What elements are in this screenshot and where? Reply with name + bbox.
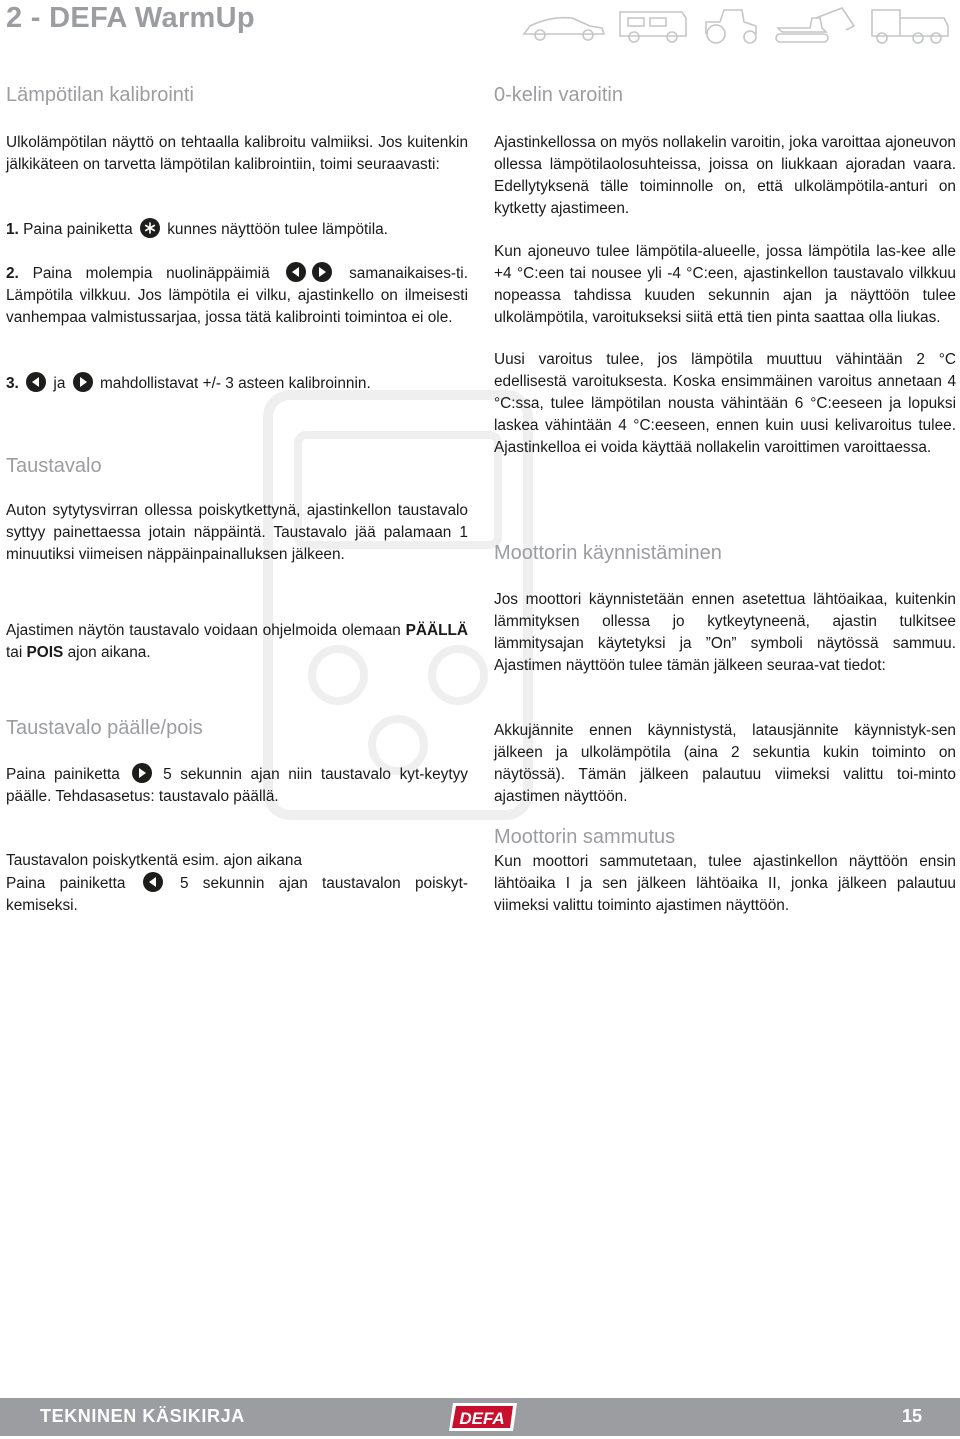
- left-arrow-button-icon: [143, 872, 163, 892]
- calibration-step-2: 2. Paina molempia nuolinäppäimiä samanaikaises-ti. Lämpötila vilkkuu. Jos lämpötila ei vilku, ajastinkello on ilmeisesti vanhempaa valmistussarjaa, jossa tätä kalibrointi toimintoa ei ole.: [6, 262, 468, 329]
- excavator-icon: [776, 8, 854, 42]
- engine-stop-paragraph: Kun moottori sammutetaan, tulee ajastinkellon näyttöön ensin lähtöaika I ja sen jälkeen lähtöaika II, jonka jälkeen palautuu viimeksi valittu toiminto ajastimen näyttöön.: [494, 853, 956, 914]
- star-button-icon: [140, 218, 160, 238]
- motorhome-icon: [620, 12, 686, 42]
- engine-start-heading: Moottorin käynnistäminen: [494, 542, 722, 564]
- vehicle-icons: [520, 4, 952, 46]
- calibration-step-1: 1. Paina painiketta kunnes näyttöön tulee lämpötila.: [6, 218, 468, 241]
- backlight-off-line: Taustavalon poiskytkentä esim. ajon aikana: [6, 852, 303, 869]
- car-icon: [524, 18, 604, 40]
- frost-warning-paragraph-3: Uusi varoitus tulee, jos lämpötila muuttuu vähintään 2 °C edellisestä varoituksesta. Koska ensimmäinen varoitus annetaan 4 °C:ssa, tulee lämpötilan nousta vähintään 6 °C:eeseen ja lopuksi laskea vähintään 4 °C:eeseen, ennen kuin uusi kelivaroitus tulee. Ajastinkelloa ei voida käyttää nollakelin varoittimen varoittaessa.: [494, 351, 956, 456]
- defa-logo: [447, 1401, 519, 1433]
- left-arrow-button-icon: [26, 372, 46, 392]
- frost-warning-heading: 0-kelin varoitin: [494, 84, 623, 106]
- calibration-heading: Lämpötilan kalibrointi: [6, 84, 194, 106]
- page-title: 2 - DEFA WarmUp: [6, 2, 255, 34]
- backlight-heading: Taustavalo: [6, 455, 102, 477]
- backlight-paragraph: Auton sytytysvirran ollessa poiskytkettynä, ajastinkellon taustavalo syttyy painettaessa jotain näppäintä. Taustavalo jää palamaan 1 minuutiksi viimeisen näppäinpainalluksen jälkeen.: [6, 502, 468, 563]
- frost-warning-paragraph-2: Kun ajoneuvo tulee lämpötila-alueelle, jossa lämpötila las-kee alle +4 °C:een tai nousee yli -4 °C:een, ajastinkellon taustavalo vilkkuu nopeassa tahdissa kuuden sekunnin ajan ja näyttöön tulee ulkolämpötila, varoitukseksi siitä että tien pinta saattaa olla liukas.: [494, 243, 956, 326]
- page-header: [0, 0, 960, 48]
- backlight-off-paragraph: Paina painiketta 5 sekunnin ajan taustavalon poiskyt-kemiseksi.: [6, 872, 468, 917]
- engine-start-paragraph-1: Jos moottori käynnistetään ennen asetettua lähtöaikaa, kuitenkin lämmityksen ollessa jo kytkeytyneenä, ajastin tulkitsee lämmitysajan käytetyksi ja ”On” symboli näytössä sammuu. Ajastimen näyttöön tulee tämän jälkeen seuraa-vat tiedot:: [494, 591, 956, 674]
- backlight-on-paragraph: Paina painiketta 5 sekunnin ajan niin taustavalo kyt-keytyy päälle. Tehdasasetus: taustavalo päällä.: [6, 763, 468, 808]
- right-arrow-button-icon: [73, 372, 93, 392]
- tractor-icon: [706, 10, 756, 43]
- logo-text: DEFA: [459, 1409, 505, 1428]
- backlight-onoff-heading: Taustavalo päälle/pois: [6, 717, 203, 739]
- page-number: 15: [901, 1406, 922, 1426]
- engine-stop-heading: Moottorin sammutus: [494, 826, 676, 848]
- frost-warning-paragraph-1: Ajastinkellossa on myös nollakelin varoitin, joka varoittaa ajoneuvon ollessa lämpötilaolosuhteissa, joissa on liukkaan ajoradan vaara. Edellytyksenä tälle toiminnolle on, että ulkolämpötila-anturi on kytketty ajastimeen.: [494, 134, 956, 217]
- engine-start-paragraph-2: Akkujännite ennen käynnistystä, latausjännite käynnistyk-sen jälkeen ja ulkolämpötila (aina 2 sekuntia kukin toiminto on näytössä). Tämän jälkeen palautuu viimeksi valittu toi-minto ajastimen näyttöön.: [494, 722, 956, 805]
- backlight-program-paragraph: Ajastimen näytön taustavalo voidaan ohjelmoida olemaan PÄÄLLÄ tai POIS ajon aikana.: [6, 622, 468, 661]
- footer-label: TEKNINEN KÄSIKIRJA: [40, 1406, 245, 1426]
- page-footer: [0, 1398, 960, 1436]
- left-arrow-button-icon: [286, 262, 306, 282]
- calibration-step-3: 3. ja mahdollistavat +/- 3 asteen kalibroinnin.: [6, 372, 468, 395]
- truck-icon: [872, 10, 948, 43]
- right-arrow-button-icon: [132, 763, 152, 783]
- calibration-intro: Ulkolämpötilan näyttö on tehtaalla kalibroitu valmiiksi. Jos kuitenkin jälkikäteen on tarvetta lämpötilan kalibrointiin, toimi seuraavasti:: [6, 134, 468, 173]
- right-arrow-button-icon: [312, 262, 332, 282]
